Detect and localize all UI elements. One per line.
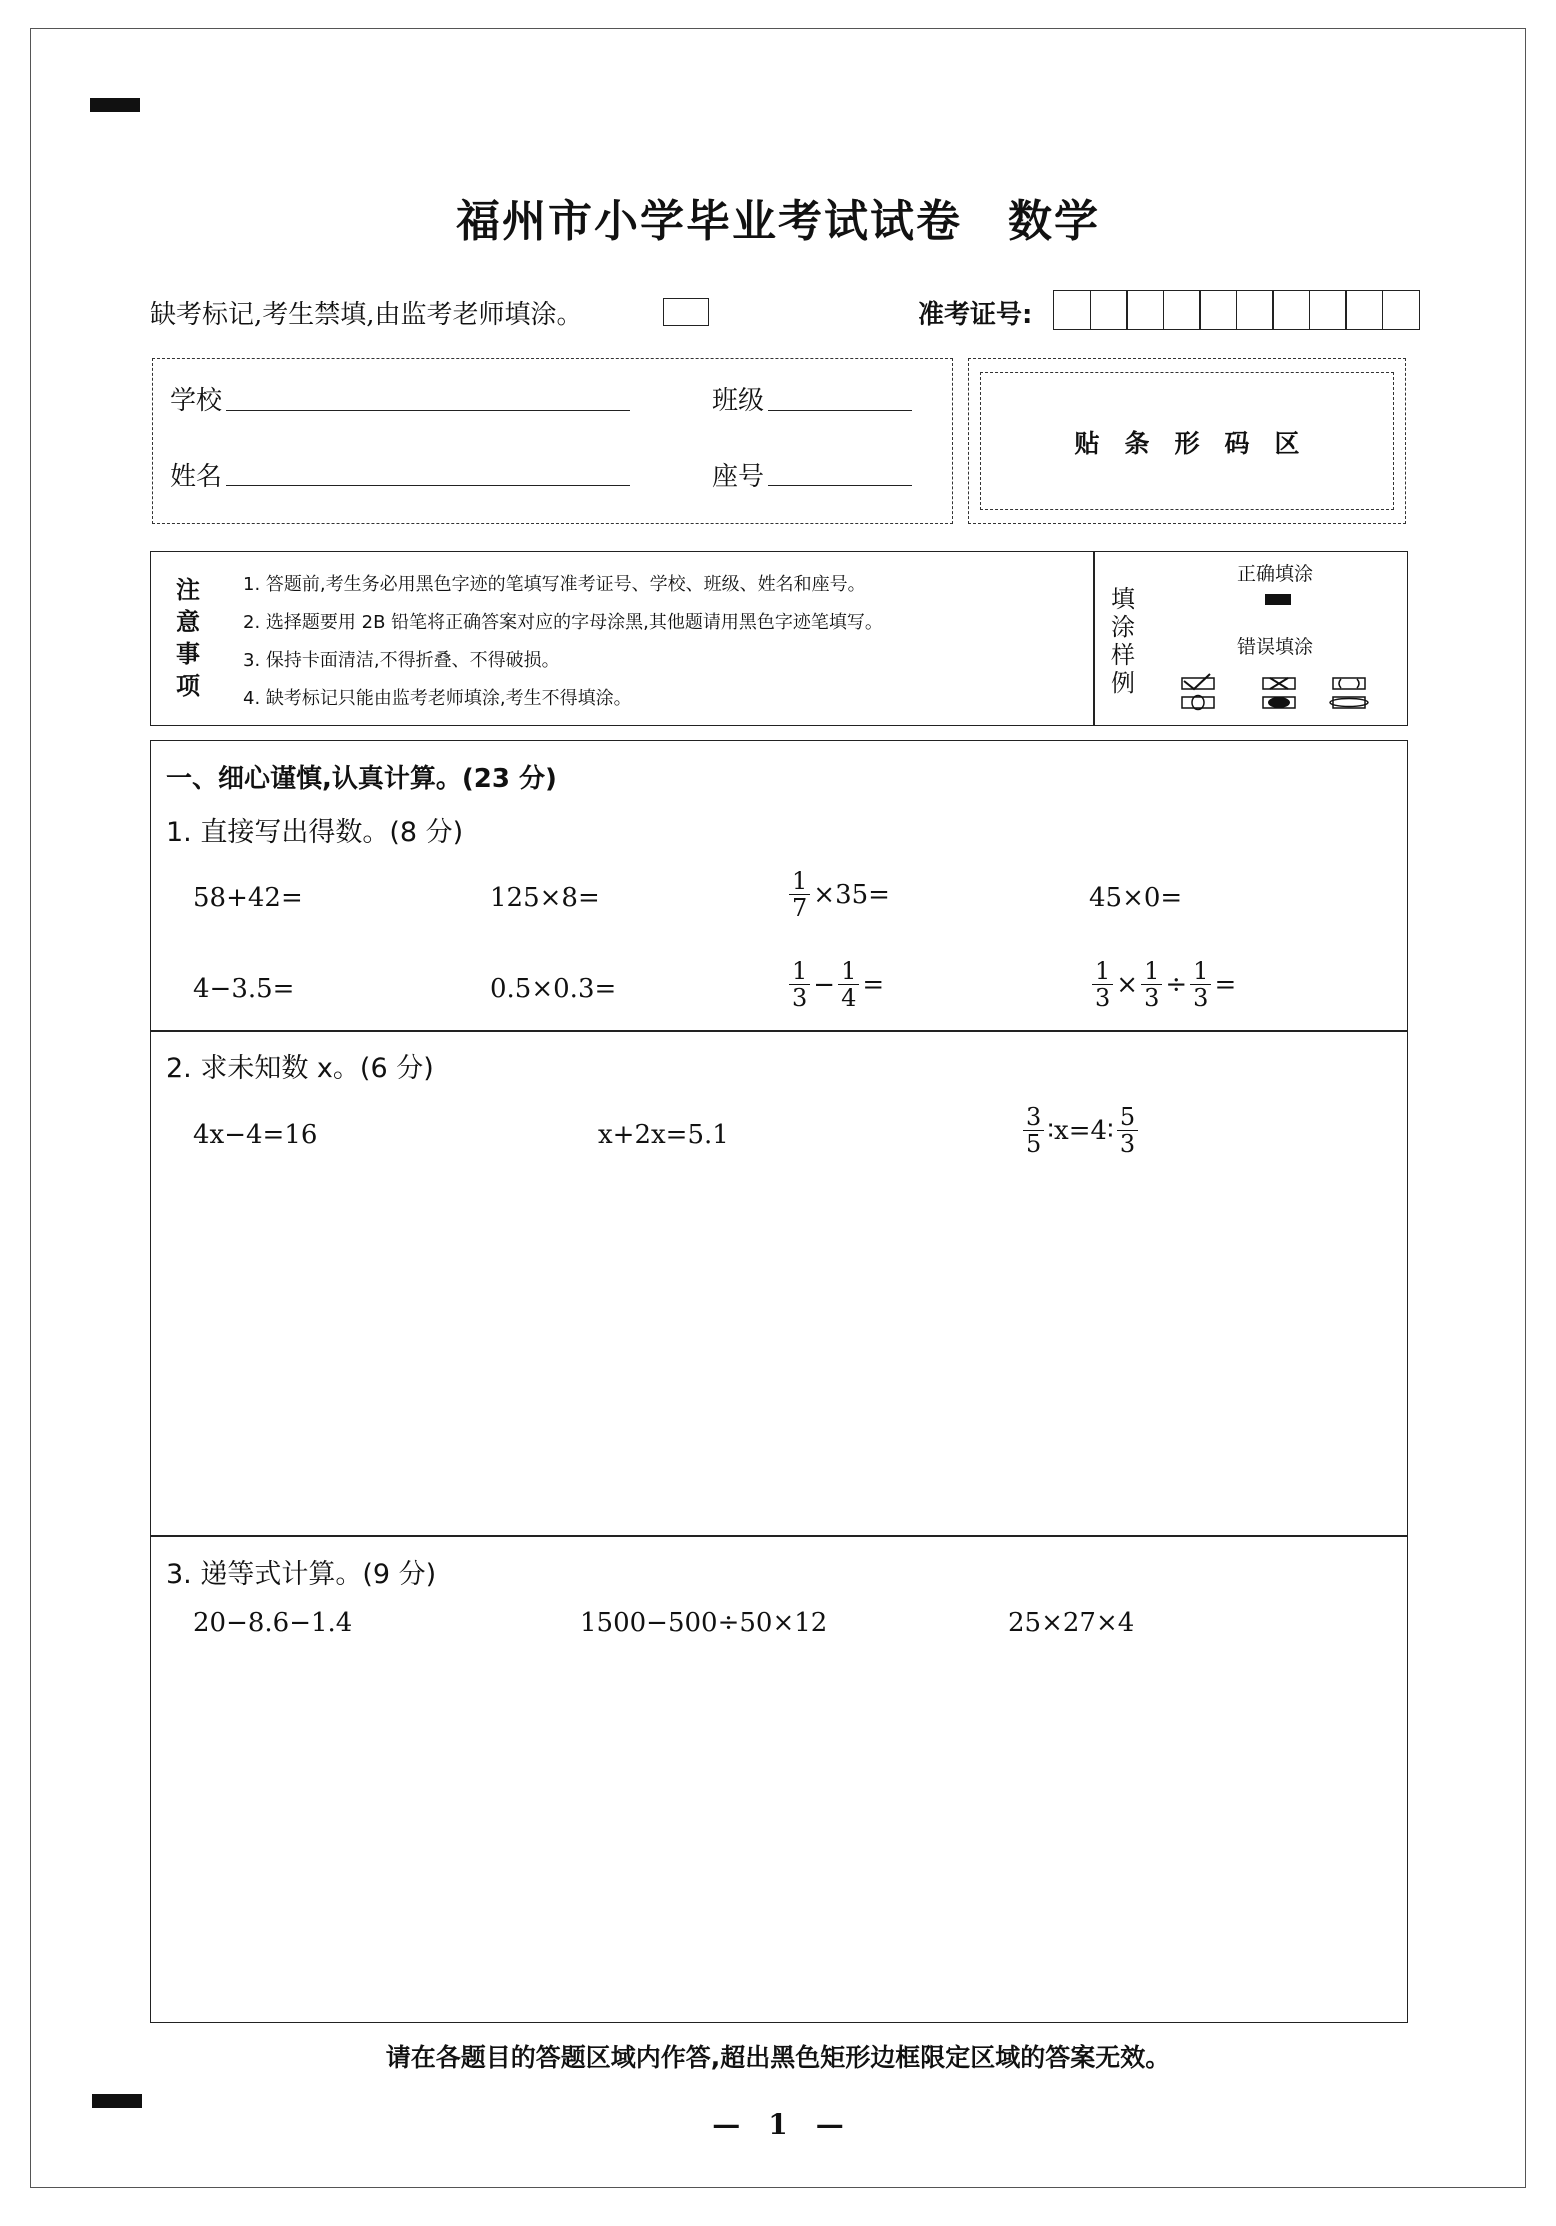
class-field[interactable] (768, 410, 912, 411)
q2-expr-1: 4x−4=16 (193, 1120, 318, 1150)
q1-expr-5: 4−3.5= (193, 974, 295, 1004)
fraction: $\frac{5}{3}$ (1117, 1104, 1138, 1157)
q1-expr-2: 125×8= (490, 883, 600, 913)
barcode-label: 贴 条 形 码 区 (1074, 429, 1300, 458)
fill-sample-heading (1108, 585, 1138, 697)
q1-divider (150, 1030, 1408, 1032)
q2-expr-3: $\frac{3}{5}$ ∶x=4∶ $\frac{5}{3}$ (1020, 1104, 1141, 1157)
school-field[interactable] (226, 410, 630, 411)
section1-title: 一、细心谨慎,认真计算。(23 分) (166, 764, 557, 794)
seat-label: 座号 (712, 462, 765, 492)
fill-sample-heading-char: 涂 (1111, 613, 1135, 641)
q3-expr-1: 20−8.6−1.4 (193, 1608, 353, 1638)
answer-area-warning: 请在各题目的答题区域内作答,超出黑色矩形边框限定区域的答案无效。 (385, 2043, 1171, 2072)
q3-expr-2: 1500−500÷50×12 (580, 1608, 828, 1638)
notes-heading-char: 意 (176, 608, 200, 636)
exam-id-digit-box[interactable] (1163, 290, 1201, 330)
exam-id-digit-box[interactable] (1309, 290, 1347, 330)
checkmark-fill-icon (1182, 674, 1214, 710)
notes-heading (173, 574, 203, 702)
fill-sample-heading-char: 样 (1111, 641, 1135, 669)
page-number: — 1 — (712, 2108, 844, 2141)
notes-heading-char: 注 (176, 576, 200, 604)
q1-expr-4: 45×0= (1089, 883, 1183, 913)
exam-id-digit-box[interactable] (1199, 290, 1237, 330)
partial-fill-icon (1330, 678, 1368, 708)
q1-expr-7: $\frac{1}{3}$ − $\frac{1}{4}$ = (786, 958, 884, 1011)
wrong-fill-label: 错误填涂 (1237, 636, 1314, 658)
exam-id-digit-box[interactable] (1272, 290, 1310, 330)
q1-expr-3: $\frac{1}{7}$ ×35= (786, 868, 890, 921)
notes-divider (1093, 551, 1095, 726)
note-item: 1. 答题前,考生务必用黑色字迹的笔填写准考证号、学校、班级、姓名和座号。 (243, 574, 866, 595)
exam-id-digit-box[interactable] (1345, 290, 1383, 330)
q1-title: 1. 直接写出得数。(8 分) (166, 817, 464, 848)
exam-id-digit-box[interactable] (1236, 290, 1274, 330)
q1-expr-1: 58+42= (193, 883, 303, 913)
student-info-box (152, 358, 953, 524)
q2-expr-2: x+2x=5.1 (598, 1120, 729, 1150)
correct-fill-label: 正确填涂 (1237, 563, 1314, 585)
fraction: $\frac{1}{7}$ (789, 868, 810, 921)
registration-mark-top (90, 98, 140, 112)
wrong-fill-examples (1170, 672, 1380, 717)
exam-id-digit-box[interactable] (1090, 290, 1128, 330)
fraction: $\frac{1}{3}$ (1092, 958, 1113, 1011)
notes-heading-char: 事 (176, 640, 200, 668)
q2-divider (150, 1535, 1408, 1537)
q2-title: 2. 求未知数 x。(6 分) (166, 1053, 434, 1084)
school-label: 学校 (170, 386, 223, 416)
q3-expr-3: 25×27×4 (1008, 1608, 1135, 1638)
cross-fill-icon (1263, 678, 1295, 708)
seat-field[interactable] (768, 485, 912, 486)
answer-area (150, 740, 1408, 2023)
exam-id-digit-box[interactable] (1053, 290, 1091, 330)
exam-title: 福州市小学毕业考试试卷 数学 (456, 196, 1100, 247)
note-item: 2. 选择题要用 2B 铅笔将正确答案对应的字母涂黑,其他题请用黑色字迹笔填写。 (243, 612, 883, 633)
class-label: 班级 (712, 386, 765, 416)
correct-fill-mark (1265, 594, 1291, 605)
exam-id-label: 准考证号: (918, 300, 1033, 330)
fill-sample-heading-char: 填 (1111, 585, 1135, 613)
absent-mark-box[interactable] (663, 298, 709, 326)
q1-expr-8: $\frac{1}{3}$ × $\frac{1}{3}$ ÷ $\frac{1}{3}$ = (1089, 958, 1236, 1011)
note-item: 4. 缺考标记只能由监考老师填涂,考生不得填涂。 (243, 688, 632, 709)
fraction: $\frac{1}{4}$ (838, 958, 859, 1011)
exam-id-digit-box[interactable] (1382, 290, 1420, 330)
fraction: $\frac{1}{3}$ (1141, 958, 1162, 1011)
q3-title: 3. 递等式计算。(9 分) (166, 1559, 437, 1590)
name-field[interactable] (226, 485, 630, 486)
exam-id-digit-box[interactable] (1126, 290, 1164, 330)
fraction: $\frac{1}{3}$ (1190, 958, 1211, 1011)
fraction: $\frac{3}{5}$ (1023, 1104, 1044, 1157)
fill-sample-heading-char: 例 (1111, 669, 1135, 697)
note-item: 3. 保持卡面清洁,不得折叠、不得破损。 (243, 650, 560, 671)
absent-label: 缺考标记,考生禁填,由监考老师填涂。 (150, 300, 583, 330)
fraction: $\frac{1}{3}$ (789, 958, 810, 1011)
q1-expr-6: 0.5×0.3= (490, 974, 617, 1004)
notes-heading-char: 项 (176, 672, 200, 700)
name-label: 姓名 (170, 462, 223, 492)
